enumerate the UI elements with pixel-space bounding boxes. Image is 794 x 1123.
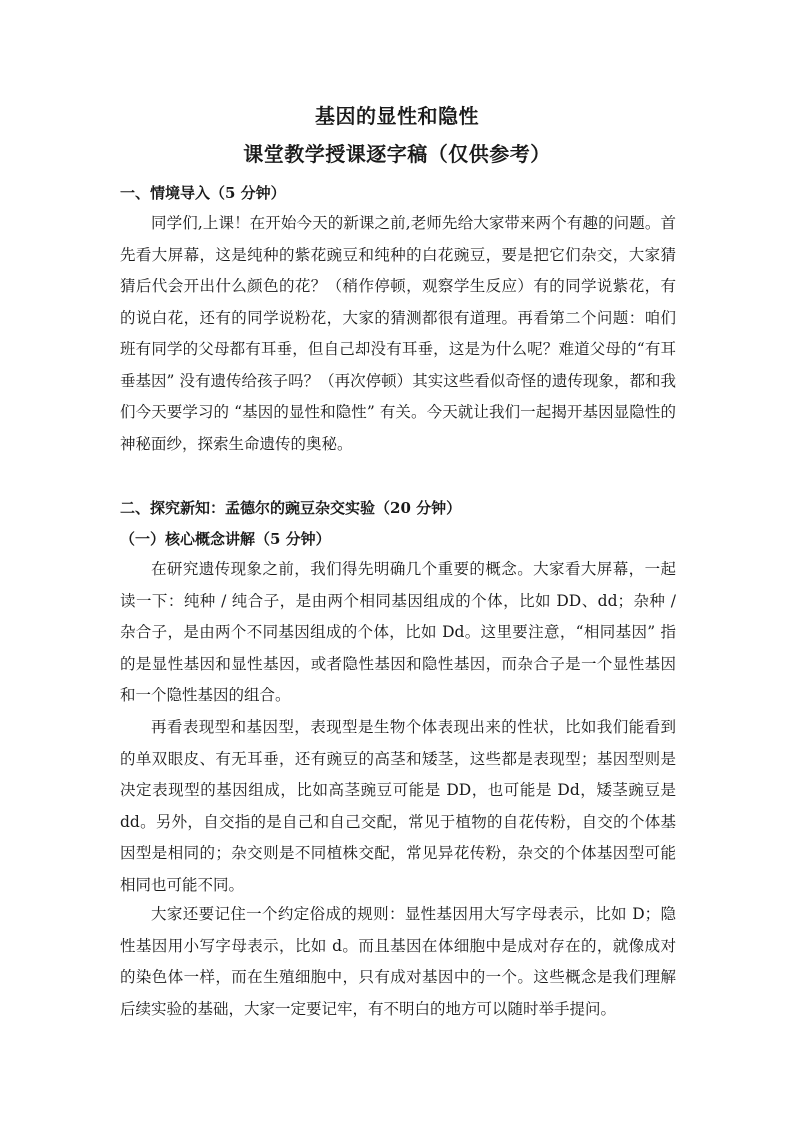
section2-paragraph-1: 在研究遗传现象之前，我们得先明确几个重要的概念。大家看大屏幕，一起读一下：纯种 / 纯合子，是由两个相同基因组成的个体，比如 DD、dd；杂种 / 杂合子，是由两个不同基因组成的个体，比如 Dd。这里要注意，“相同基因” 指的是显性基因和显性基因，或者隐性基因和隐性基因，而杂合子是一个显性基因和一个隐性基因的组合。 — [120, 560, 676, 704]
document-title: 基因的显性和隐性 — [315, 104, 479, 128]
section2-paragraph-3: 大家还要记住一个约定俗成的规则：显性基因用大写字母表示，比如 D；隐性基因用小写字母表示，比如 d。而且基因在体细胞中是成对存在的，就像成对的染色体一样，而在生殖细胞中，只有成对基因中的一个。这些概念是我们理解后续实验的基础，大家一定要记牢，有不明白的地方可以随时举手提问。 — [120, 905, 676, 1018]
document-subtitle: 课堂教学授课逐字稿（仅供参考） — [243, 142, 551, 166]
section2-paragraph-2: 再看表现型和基因型，表现型是生物个体表现出来的性状，比如我们能看到的单双眼皮、有无耳垂，还有豌豆的高茎和矮茎，这些都是表现型；基因型则是决定表现型的基因组成，比如高茎豌豆可能是 DD，也可能是 Dd，矮茎豌豆是dd。另外，自交指的是自己和自己交配，常见于植物的自花传粉，自交的个体基因型是相同的；杂交则是不同植株交配，常见异花传粉，杂交的个体基因型可能相同也可能不同。 — [120, 718, 676, 894]
section1-paragraph: 同学们,上课！在开始今天的新课之前,老师先给大家带来两个有趣的问题。首先看大屏幕，这是纯种的紫花豌豆和纯种的白花豌豆，要是把它们杂交，大家猜猜后代会开出什么颜色的花？（稍作停顿，观察学生反应）有的同学说紫花，有的说白花，还有的同学说粉花，大家的猜测都很有道理。再看第二个问题：咱们班有同学的父母都有耳垂，但自己却没有耳垂，这是为什么呢？难道父母的“有耳垂基因” 没有遗传给孩子吗？（再次停顿）其实这些看似奇怪的遗传现象，都和我们今天要学习的 “基因的显性和隐性” 有关。今天就让我们一起揭开基因显隐性的神秘面纱，探索生命遗传的奥秘。 — [120, 214, 676, 453]
section2-heading: 二、探究新知：孟德尔的豌豆杂交实验（20 分钟） — [120, 499, 462, 517]
section1-heading: 一、情境导入（5 分钟） — [120, 184, 286, 202]
section2-subheading: （一）核心概念讲解（5 分钟） — [120, 530, 331, 548]
